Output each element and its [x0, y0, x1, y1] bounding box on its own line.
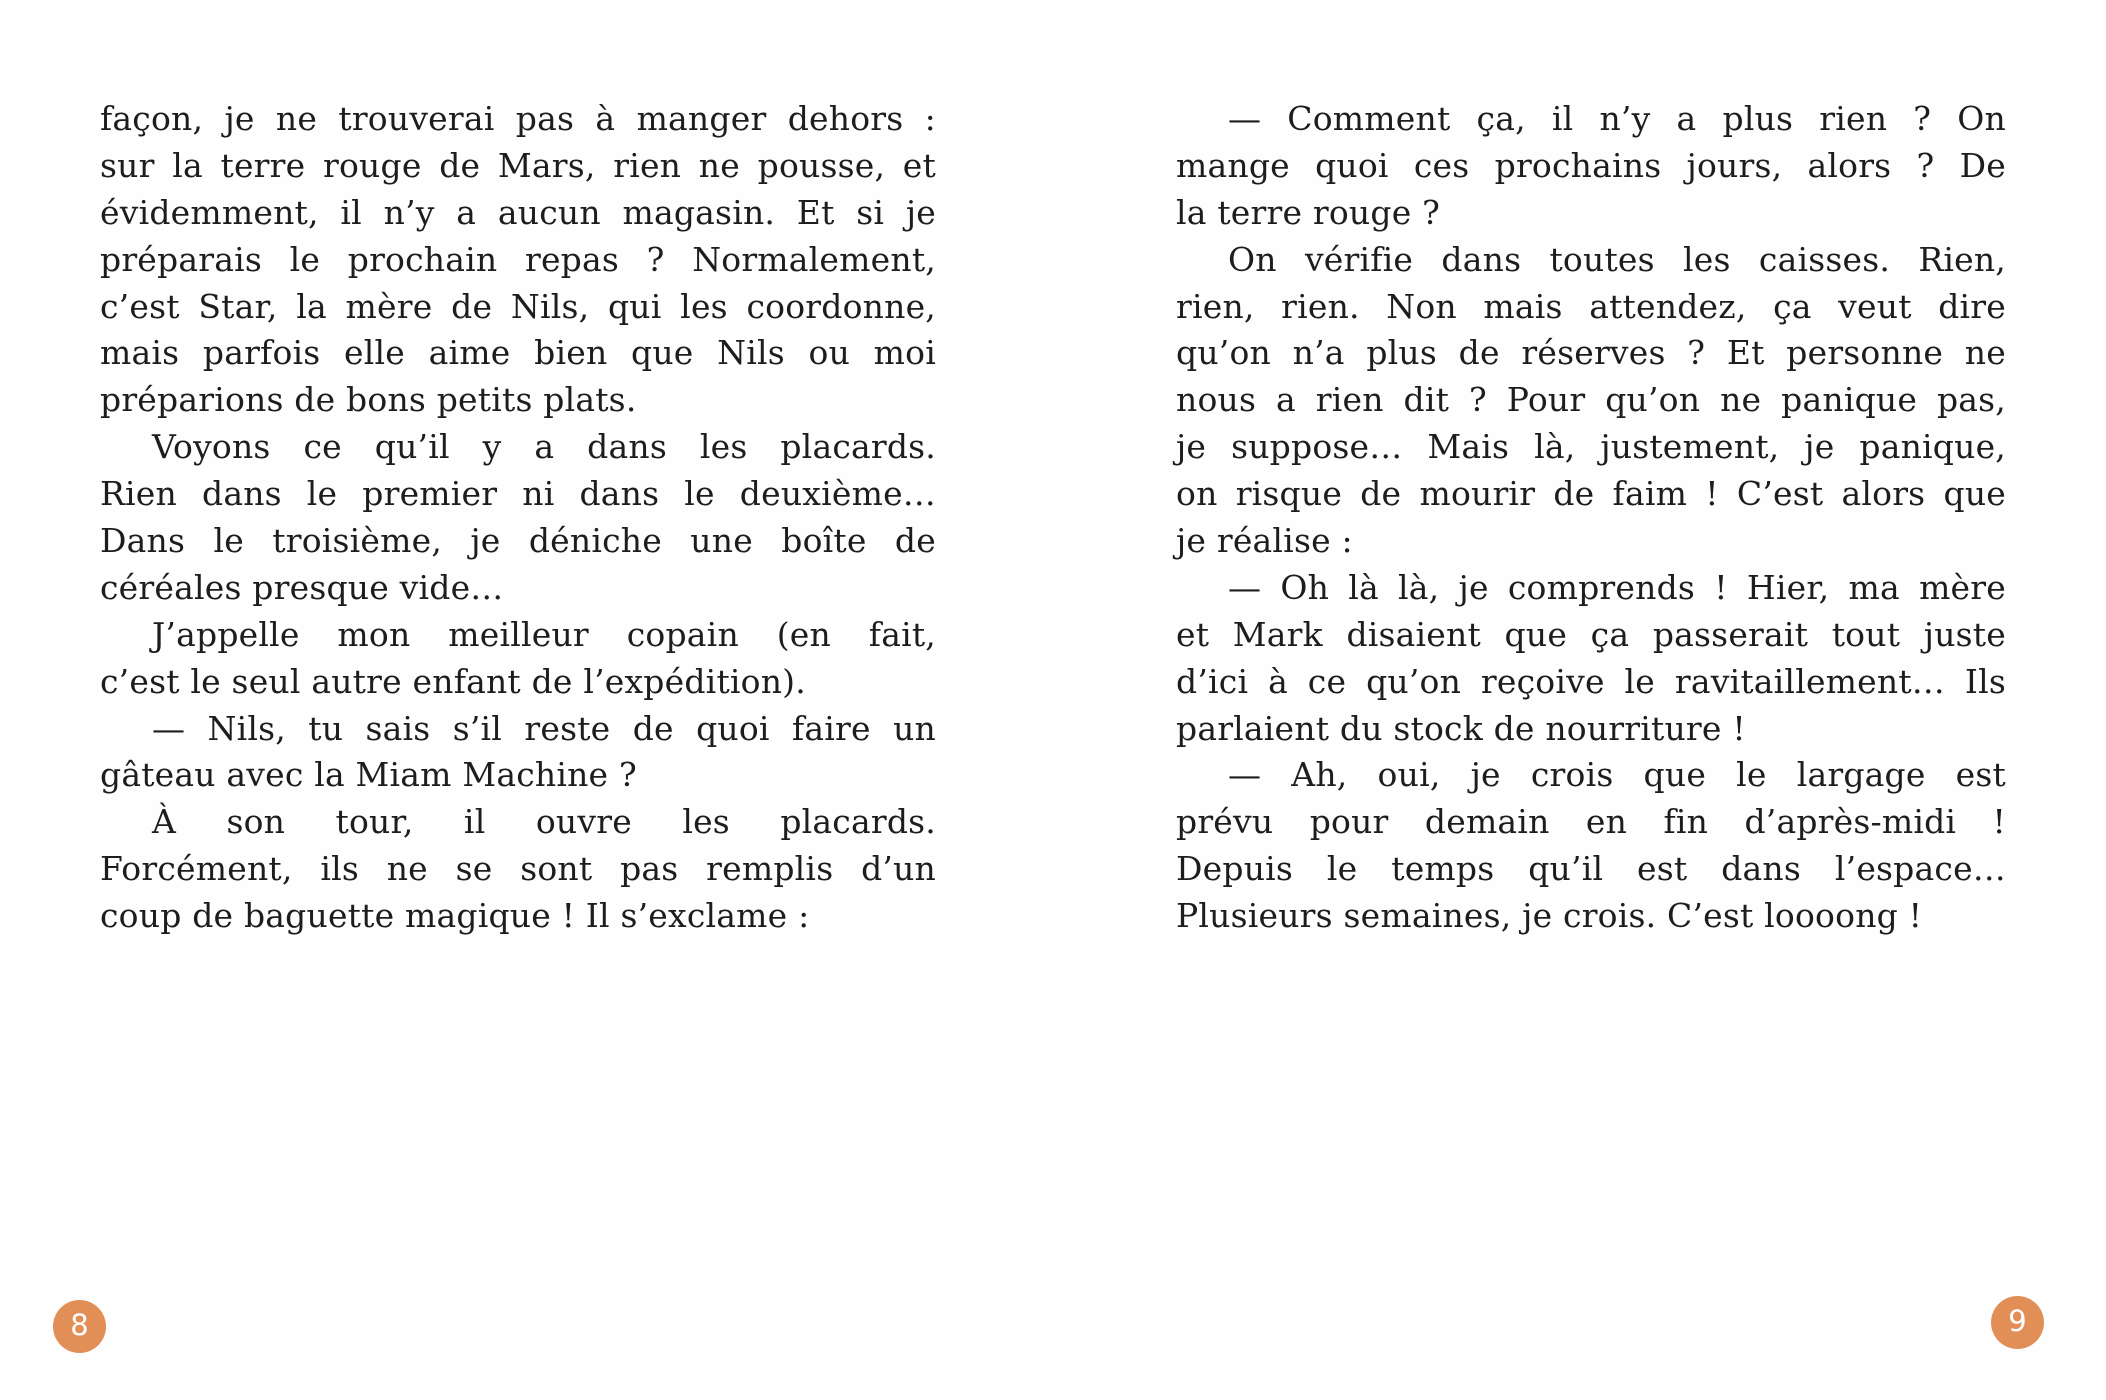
text-line: préparais le prochain repas ? Normalement,: [100, 239, 936, 279]
text-line: Plusieurs semaines, je crois. C’est loooong !: [1176, 896, 1923, 936]
text-line: mange quoi ces prochains jours, alors ? De: [1176, 145, 2006, 185]
text-line: Rien dans le premier ni dans le deuxième…: [100, 474, 936, 514]
text-line: nous a rien dit ? Pour qu’on ne panique pas,: [1176, 380, 2006, 420]
text-line: On vérifie dans toutes les caisses. Rien,: [1228, 239, 2006, 279]
text-line: qu’on n’a plus de réserves ? Et personne ne: [1176, 333, 2006, 373]
text-line: À son tour, il ouvre les placards.: [152, 802, 936, 842]
text-line: la terre rouge ?: [1176, 192, 1441, 232]
text-line: coup de baguette magique ! Il s’exclame :: [100, 896, 810, 936]
text-line: préparions de bons petits plats.: [100, 380, 637, 420]
text-line: je suppose… Mais là, justement, je panique,: [1176, 427, 2006, 467]
text-line: — Comment ça, il n’y a plus rien ? On: [1228, 99, 2006, 138]
text-line: Depuis le temps qu’il est dans l’espace…: [1176, 849, 2006, 889]
text-line: rien, rien. Non mais attendez, ça veut dire: [1176, 286, 2006, 326]
text-line: et Mark disaient que ça passerait tout juste: [1176, 614, 2006, 654]
text-line: Voyons ce qu’il y a dans les placards.: [152, 427, 936, 467]
page-left-text: [100, 96, 936, 940]
page-number-left: 8: [70, 1308, 89, 1342]
text-line: J’appelle mon meilleur copain (en fait,: [152, 614, 936, 654]
text-line: céréales presque vide…: [100, 567, 504, 607]
text-line: d’ici à ce qu’on reçoive le ravitaillement… Ils: [1176, 661, 2006, 701]
text-line: parlaient du stock de nourriture !: [1176, 708, 1746, 748]
text-line: prévu pour demain en fin d’après-midi !: [1176, 802, 2006, 842]
text-line: on risque de mourir de faim ! C’est alors que: [1176, 474, 2006, 514]
text-line: — Oh là là, je comprends ! Hier, ma mère: [1228, 567, 2006, 607]
text-line: — Ah, oui, je crois que le largage est: [1228, 755, 2006, 795]
text-line: mais parfois elle aime bien que Nils ou moi: [100, 333, 936, 373]
page-right-text: [1176, 96, 2006, 940]
text-line: — Nils, tu sais s’il reste de quoi faire un: [152, 708, 936, 748]
text-line: sur la terre rouge de Mars, rien ne pousse, et: [100, 145, 936, 185]
text-line: façon, je ne trouverai pas à manger dehors :: [100, 99, 936, 138]
text-line: gâteau avec la Miam Machine ?: [100, 755, 637, 795]
text-line: c’est le seul autre enfant de l’expédition).: [100, 661, 806, 701]
page-number-badge-left: [53, 1300, 106, 1353]
text-line: c’est Star, la mère de Nils, qui les coordonne,: [100, 286, 936, 326]
page-number-right: 9: [2008, 1304, 2027, 1338]
text-line: je réalise :: [1176, 521, 1353, 561]
text-line: Dans le troisième, je déniche une boîte de: [100, 521, 936, 561]
page-number-badge-right: [1991, 1296, 2044, 1349]
text-line: Forcément, ils ne se sont pas remplis d’un: [100, 849, 936, 889]
text-line: évidemment, il n’y a aucun magasin. Et si je: [100, 192, 936, 232]
